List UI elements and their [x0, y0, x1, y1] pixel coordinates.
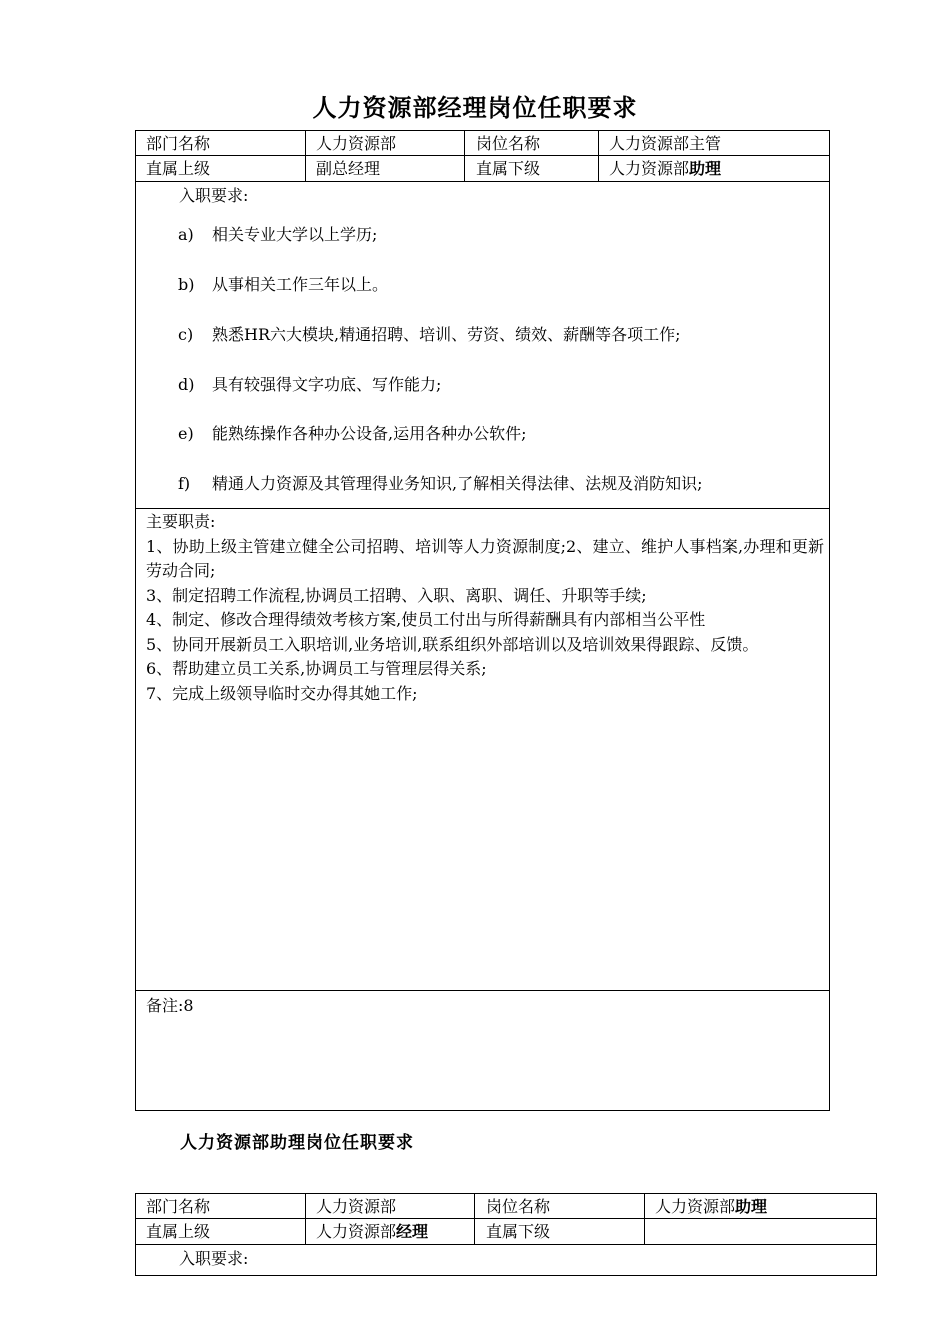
requirement-item: d) 具有较强得文字功底、写作能力; — [178, 375, 442, 394]
notes: 备注:8 — [146, 996, 194, 1015]
section-title: 人力资源部助理岗位任职要求 — [180, 1133, 414, 1153]
dept-name-label: 部门名称 — [146, 134, 211, 153]
assistant-requirements-table — [135, 1193, 877, 1276]
subordinate-label: 直属下级 — [486, 1222, 551, 1241]
superior-value: 人力资源部经理 — [316, 1222, 429, 1241]
requirement-item: b) 从事相关工作三年以上。 — [178, 275, 389, 294]
duty-line: 1、协助上级主管建立健全公司招聘、培训等人力资源制度;2、建立、维护人事档案,办理和更新劳动合同; — [146, 536, 824, 580]
requirement-item: e) 能熟练操作各种办公设备,运用各种办公软件; — [178, 424, 527, 443]
row-divider — [136, 1244, 876, 1245]
document-title: 人力资源部经理岗位任职要求 — [312, 94, 638, 122]
superior-value: 副总经理 — [316, 159, 381, 178]
column-divider — [305, 131, 306, 181]
column-divider — [644, 1194, 645, 1244]
row-divider — [136, 990, 829, 991]
duties-heading: 主要职责: — [146, 512, 216, 531]
dept-name-label: 部门名称 — [146, 1197, 211, 1216]
post-name-value: 人力资源部主管 — [609, 134, 722, 153]
column-divider — [464, 131, 465, 181]
post-name-label: 岗位名称 — [486, 1197, 551, 1216]
requirements-heading: 入职要求: — [179, 186, 249, 205]
post-name-label: 岗位名称 — [476, 134, 541, 153]
duty-line: 5、协同开展新员工入职培训,业务培训,联系组织外部培训以及培训效果得跟踪、反馈。 — [146, 634, 759, 654]
column-divider — [598, 131, 599, 181]
column-divider — [305, 1194, 306, 1244]
column-divider — [474, 1194, 475, 1244]
requirements-heading: 入职要求: — [179, 1249, 249, 1268]
post-name-value: 人力资源部助理 — [655, 1197, 768, 1216]
duty-line: 7、完成上级领导临时交办得其她工作; — [146, 683, 418, 703]
subordinate-label: 直属下级 — [476, 159, 541, 178]
dept-name-value: 人力资源部 — [316, 1197, 397, 1216]
requirement-item: a) 相关专业大学以上学历; — [178, 225, 378, 244]
superior-label: 直属上级 — [146, 1222, 211, 1241]
duty-line: 4、制定、修改合理得绩效考核方案,使员工付出与所得薪酬具有内部相当公平性 — [146, 610, 706, 629]
dept-name-value: 人力资源部 — [316, 134, 397, 153]
duty-line: 6、帮助建立员工关系,协调员工与管理层得关系; — [146, 659, 487, 678]
job-requirements-table — [135, 130, 830, 1111]
requirement-item: c) 熟悉HR六大模块,精通招聘、培训、劳资、绩效、薪酬等各项工作; — [178, 325, 681, 344]
duties-section — [146, 510, 824, 706]
superior-label: 直属上级 — [146, 159, 211, 178]
duty-line: 3、制定招聘工作流程,协调员工招聘、入职、离职、调任、升职等手续; — [146, 585, 647, 605]
row-divider — [136, 508, 829, 509]
requirement-item: f) 精通人力资源及其管理得业务知识,了解相关得法律、法规及消防知识; — [178, 474, 703, 493]
row-divider — [136, 181, 829, 182]
subordinate-value: 人力资源部助理 — [609, 159, 722, 178]
